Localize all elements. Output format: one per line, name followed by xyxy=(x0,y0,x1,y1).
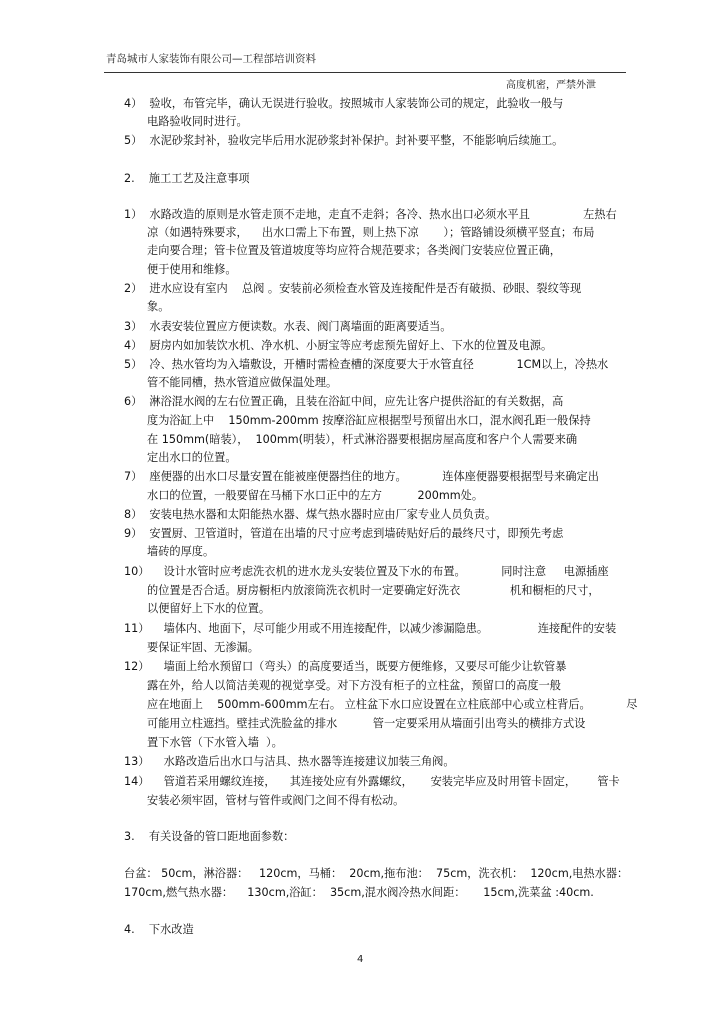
text-line: 安装必须牢固，管材与管件或阀门之间不得有松动。 xyxy=(147,794,405,807)
text-line: 1） 水路改造的原则是水管走顶不走地，走直不走斜；各冷、热水出口必须水平且 左热右 xyxy=(124,208,617,221)
text-line: 象。 xyxy=(147,300,170,313)
document-header: 青岛城市人家装饰有限公司—工程部培训资料 xyxy=(106,53,316,65)
text-line: 以便留好上下水的位置。 xyxy=(147,602,271,615)
header-divider xyxy=(104,72,626,73)
text-line: 10） 设计水管时应考虑洗衣机的进水龙头安装位置及下水的布置。 同时注意 电源插座 xyxy=(124,565,609,578)
text-line: 9） 安置厨、卫管道时，管道在出墙的尺寸应考虑到墙砖贴好后的最终尺寸，即预先考虑 xyxy=(124,527,564,540)
text-line: 水口的位置，一般要留在马桶下水口正中的左方 200mm处。 xyxy=(147,489,484,502)
text-line: 便于使用和维修。 xyxy=(147,263,237,276)
text-line: 4） 厨房内如加装饮水机、净水机、小厨宝等应考虑预先留好上、下水的位置及电源。 xyxy=(124,339,553,352)
text-line: 170cm,燃气热水器： 130cm,浴缸： 35cm,混水阀冷热水间距： 15cm,洗菜盆 :40cm. xyxy=(124,886,594,899)
section-heading: 2. 施工工艺及注意事项 xyxy=(124,172,250,185)
text-line: 置下水管（下水管入墙 ）。 xyxy=(147,736,283,749)
section-heading: 4. 下水改造 xyxy=(124,923,194,936)
text-line: 13） 水路改造后出水口与洁具、热水器等连接建议加装三角阀。 xyxy=(124,755,455,768)
text-line: 在 150mm(暗装）， 100mm(明装），杆式淋浴器要根据房屋高度和客户个人需要来确 xyxy=(147,433,578,446)
text-line: 露在外，给人以简洁美观的视觉享受。对下方没有柜子的立柱盆，预留口的高度一般 xyxy=(147,679,561,692)
page-number: 4 xyxy=(357,954,364,965)
text-line: 可能用立柱遮挡。壁挂式洗脸盆的排水 管一定要采用从墙面引出弯头的横排方式设 xyxy=(147,717,586,730)
text-line: 要保证牢固、无渗漏。 xyxy=(147,641,259,654)
text-line: 2） 进水应设有室内 总阀 。安装前必须检查水管及连接配件是否有破损、砂眼、裂纹等现 xyxy=(124,282,582,295)
text-line: 应在地面上 500mm-600mm左右。 立柱盆下水口应设置在立柱底部中心或立柱背后。 尽 xyxy=(147,698,638,711)
text-line: 的位置是否合适。厨房橱柜内放滚筒洗衣机时一定要确定好洗衣 机和橱柜的尺寸， xyxy=(147,584,600,597)
text-line: 3） 水表安装位置应方便读数。水表、阀门离墙面的距离要适当。 xyxy=(124,320,452,333)
text-line: 4） 验收，布管完毕，确认无误进行验收。按照城市人家装饰公司的规定，此验收一般与 xyxy=(124,97,564,110)
confidential-note: 高度机密，严禁外泄 xyxy=(506,80,596,91)
text-line: 5） 水泥砂浆封补，验收完毕后用水泥砂浆封补保护。封补要平整，不能影响后续施工。 xyxy=(124,134,564,147)
text-line: 墙砖的厚度。 xyxy=(147,545,215,558)
text-line: 电路验收同时进行。 xyxy=(147,115,248,128)
text-line: 11） 墙体内、地面下，尽可能少用或不用连接配件，以减少渗漏隐患。 连接配件的安装 xyxy=(124,622,617,635)
text-line: 14） 管道若采用螺纹连接， 其连接处应有外露螺纹， 安装完毕应及时用管卡固定， 管卡 xyxy=(124,775,620,788)
text-line: 定出水口的位置。 xyxy=(147,451,237,464)
text-line: 度为浴缸上中 150mm-200mm 按摩浴缸应根据型号预留出水口，混水阀孔距一般保持 xyxy=(147,414,591,427)
text-line: 管不能同槽，热水管道应做保温处理。 xyxy=(147,376,338,389)
text-line: 7） 座便器的出水口尽量安置在能被座便器挡住的地方。 连体座便器要根据型号来确定出 xyxy=(124,470,599,483)
text-line: 12） 墙面上给水预留口（弯头）的高度要适当，既要方便维修，又要尽可能少让软管暴 xyxy=(124,660,567,673)
text-line: 台盆： 50cm，淋浴器： 120cm，马桶： 20cm,拖布池： 75cm，洗衣机： 120cm,电热水器： xyxy=(124,867,629,880)
section-heading: 3. 有关设备的管口距地面参数： xyxy=(124,830,295,843)
text-line: 5） 冷、热水管均为入墙敷设，开槽时需检查槽的深度要大于水管直径 1CM以上，冷热水 xyxy=(124,358,609,371)
text-line: 6） 淋浴混水阀的左右位置正确，且装在浴缸中间，应先让客户提供浴缸的有关数据，高 xyxy=(124,395,564,408)
text-line: 8） 安装电热水器和太阳能热水器、煤气热水器时应由厂家专业人员负责。 xyxy=(124,508,497,521)
text-line: 凉（如遇特殊要求， 出水口需上下布置，则上热下凉 ）；管路铺设须横平竖直；布局 xyxy=(147,226,595,239)
text-line: 走向要合理；管卡位置及管道坡度等均应符合规范要求；各类阀门安装应位置正确， xyxy=(147,244,561,257)
